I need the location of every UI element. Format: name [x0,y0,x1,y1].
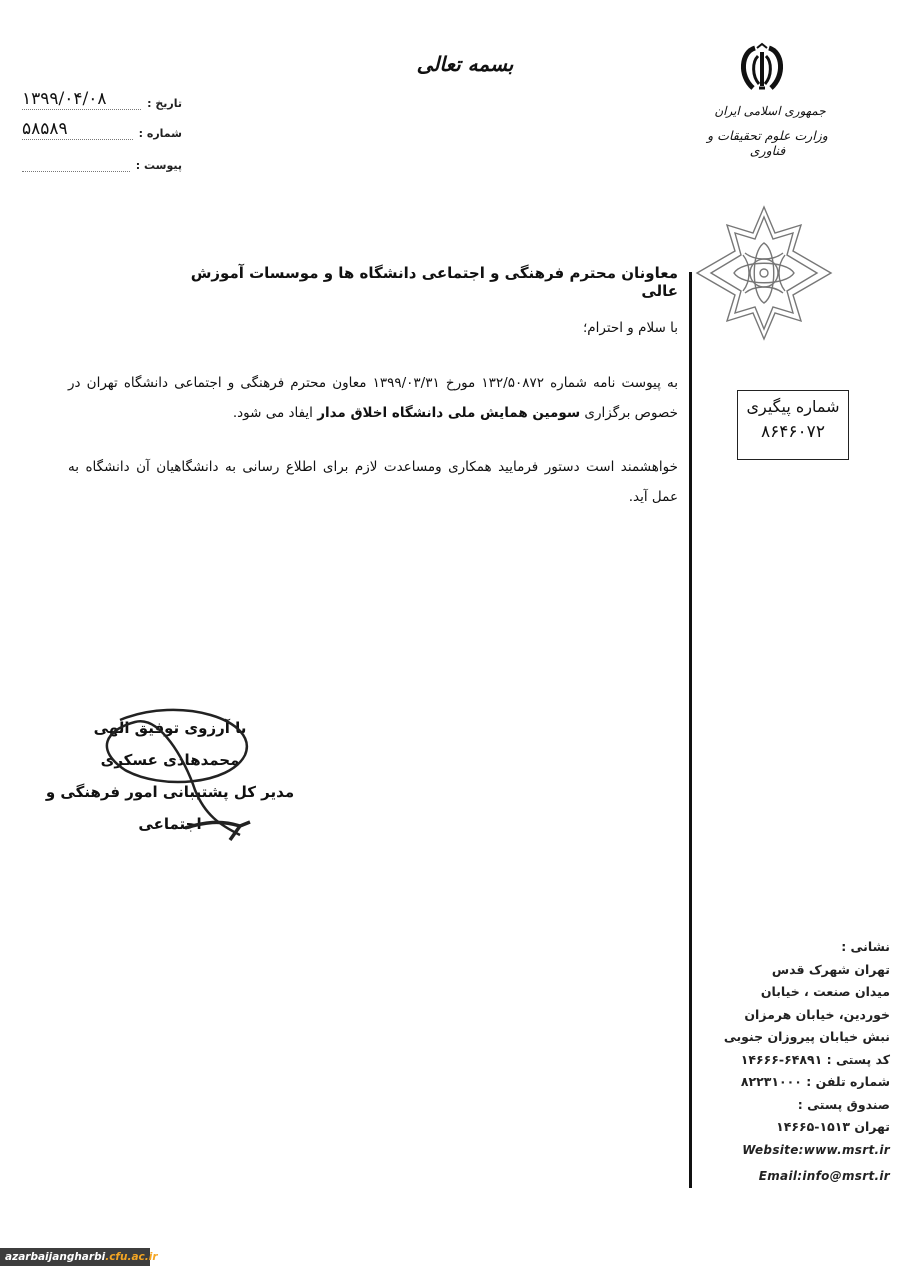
greeting: با سلام و احترام؛ [582,320,678,336]
address-line: نبش خیابان پیروزان جنوبی [723,1029,890,1044]
closing-text: با آرزوی توفیق الهی [93,719,247,737]
tracking-value: ۸۶۴۶۰۷۲ [761,422,825,442]
paragraph-1-text: به پیوست نامه شماره ۱۳۲/۵۰۸۷۲ مورخ ۱۳۹۹/۰۳/۳۱ معاون محترم فرهنگی و اجتماعی دانشگاه تهران در خصوص برگزاری [68,375,678,421]
attachment-field [22,150,182,172]
number-field [22,118,182,140]
number-label: شماره : [138,127,182,140]
paragraph-1-end: ایفاد می شود. [232,405,318,421]
attachment-label: پیوست : [135,159,182,172]
tracking-number-box [737,390,849,460]
watermark-domain: azarbaijangharbi [5,1251,106,1263]
iran-emblem-icon [733,42,791,92]
address-line: میدان صنعت ، خیابان [760,984,890,999]
event-name: سومین همایش ملی دانشگاه اخلاق مدار [317,405,581,421]
paragraph-2: خواهشمند است دستور فرمایید همکاری ومساعدت لازم برای اطلاع رسانی به دانشگاهیان آن دانشگاه به عمل آید. [68,459,678,505]
postal-code: کد پستی : ۶۴۸۹۱-۱۴۶۶۶ [740,1051,890,1067]
number-line [22,119,133,140]
address-block [720,936,890,1188]
ornament-icon [693,203,835,343]
paragraph-1 [68,368,678,428]
date-line [22,89,141,110]
email-link[interactable]: Email:info@msrt.ir [758,1169,890,1183]
signature-block [20,712,320,840]
website-link[interactable]: Website:www.msrt.ir [742,1142,890,1157]
address-line: خوردین، خیابان هرمزان [744,1006,890,1022]
date-label: تاریخ : [147,97,182,110]
address-label: نشانی : [841,939,890,954]
signer-name: محمدهادی عسکری [100,751,240,769]
date-field [22,88,182,110]
watermark-suffix: .cfu.ac.ir [105,1251,158,1263]
address-line: تهران شهرک قدس [771,961,890,977]
government-name: جمهوری اسلامی ایران [714,104,826,118]
po-box: تهران ۱۵۱۳-۱۴۶۶۵ [776,1119,890,1134]
ministry-name: وزارت علوم تحقیقات و فناوری [707,128,828,158]
po-box-label: صندوق پستی : [797,1096,890,1112]
source-watermark [0,1248,158,1266]
vertical-divider [689,272,692,1188]
date-value: ۱۳۹۹/۰۴/۰۸ [22,89,107,109]
invocation-text: بسمه تعالی [416,52,514,76]
signer-title: مدیر کل پشتیبانی امور فرهنگی و اجتماعی [45,783,295,833]
attachment-line [22,157,130,172]
phone-number: شماره تلفن : ۸۲۲۳۱۰۰۰ [740,1074,890,1089]
recipient-heading: معاونان محترم فرهنگی و اجتماعی دانشگاه ها و موسسات آموزش عالی [190,264,678,300]
tracking-label: شماره پیگیری [746,397,840,416]
number-value: ۵۸۵۸۹ [22,119,68,139]
